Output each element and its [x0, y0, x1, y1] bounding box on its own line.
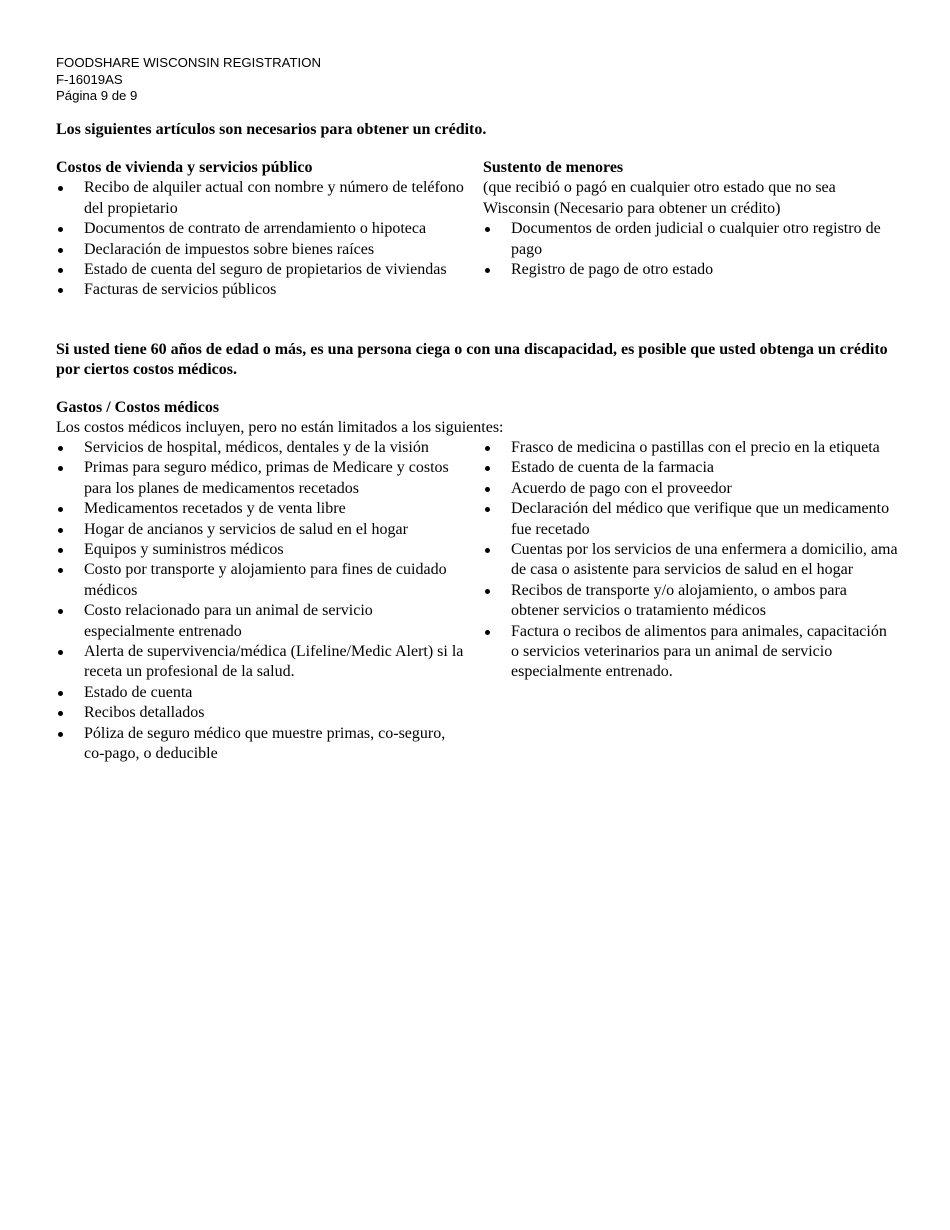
list-item: Equipos y suministros médicos [56, 540, 466, 560]
list-item: Póliza de seguro médico que muestre primas, co-seguro, co-pago, o deducible [56, 724, 466, 765]
medical-right-column [483, 438, 898, 683]
list-item: Costo relacionado para un animal de servicio especialmente entrenado [56, 601, 466, 642]
list-item: Documentos de orden judicial o cualquier otro registro de pago [483, 219, 893, 260]
list-item: Recibos de transporte y/o alojamiento, o ambos para obtener servicios o tratamiento médicos [483, 581, 898, 622]
list-item: Declaración del médico que verifique que un medicamento fue recetado [483, 499, 898, 540]
list-item: Acuerdo de pago con el proveedor [483, 479, 898, 499]
list-item: Recibo de alquiler actual con nombre y número de teléfono del propietario [56, 178, 466, 219]
form-title: FOODSHARE WISCONSIN REGISTRATION [56, 55, 321, 70]
child-support-note: (que recibió o pagó en cualquier otro estado que no sea Wisconsin (Necesario para obtener un crédito) [483, 179, 836, 217]
medical-heading: Gastos / Costos médicos [56, 399, 220, 416]
medical-left-column [56, 438, 466, 765]
list-item: Cuentas por los servicios de una enfermera a domicilio, ama de casa o asistente para servicios de salud en el hogar [483, 540, 898, 581]
child-support-section [483, 158, 893, 280]
list-item: Declaración de impuestos sobre bienes raíces [56, 240, 466, 260]
medical-right-list [483, 438, 898, 683]
medical-header [56, 398, 906, 439]
list-item: Estado de cuenta del seguro de propietarios de viviendas [56, 260, 466, 280]
list-item: Documentos de contrato de arrendamiento o hipoteca [56, 219, 466, 239]
list-item: Registro de pago de otro estado [483, 260, 893, 280]
list-item: Hogar de ancianos y servicios de salud en el hogar [56, 520, 466, 540]
medical-subtext: Los costos médicos incluyen, pero no están limitados a los siguientes: [56, 419, 504, 437]
list-item: Servicios de hospital, médicos, dentales y de la visión [56, 438, 466, 458]
housing-heading: Costos de vivienda y servicios público [56, 159, 313, 176]
list-item: Primas para seguro médico, primas de Medicare y costos para los planes de medicamentos recetados [56, 458, 466, 499]
list-item: Estado de cuenta de la farmacia [483, 458, 898, 478]
list-item: Factura o recibos de alimentos para animales, capacitación o servicios veterinarios para un animal de servicio especialmente entrenado. [483, 622, 898, 683]
list-item: Estado de cuenta [56, 683, 466, 703]
housing-section [56, 158, 466, 301]
page-header [56, 55, 321, 105]
child-support-heading: Sustento de menores [483, 159, 624, 176]
medical-left-list [56, 438, 466, 765]
list-item: Alerta de supervivencia/médica (Lifeline/Medic Alert) si la receta un profesional de la salud. [56, 642, 466, 683]
page-number: Página 9 de 9 [56, 88, 138, 103]
intro-heading: Los siguientes artículos son necesarios para obtener un crédito. [56, 121, 487, 138]
child-support-list [483, 219, 893, 280]
list-item: Recibos detallados [56, 703, 466, 723]
list-item: Frasco de medicina o pastillas con el precio en la etiqueta [483, 438, 898, 458]
list-item: Facturas de servicios públicos [56, 280, 466, 300]
list-item: Costo por transporte y alojamiento para fines de cuidado médicos [56, 560, 466, 601]
list-item: Medicamentos recetados y de venta libre [56, 499, 466, 519]
housing-list [56, 178, 466, 300]
form-number: F-16019AS [56, 71, 123, 87]
medical-intro: Si usted tiene 60 años de edad o más, es una persona ciega o con una discapacidad, es posible que usted obtenga un crédito por ciertos costos médicos. [56, 341, 888, 379]
